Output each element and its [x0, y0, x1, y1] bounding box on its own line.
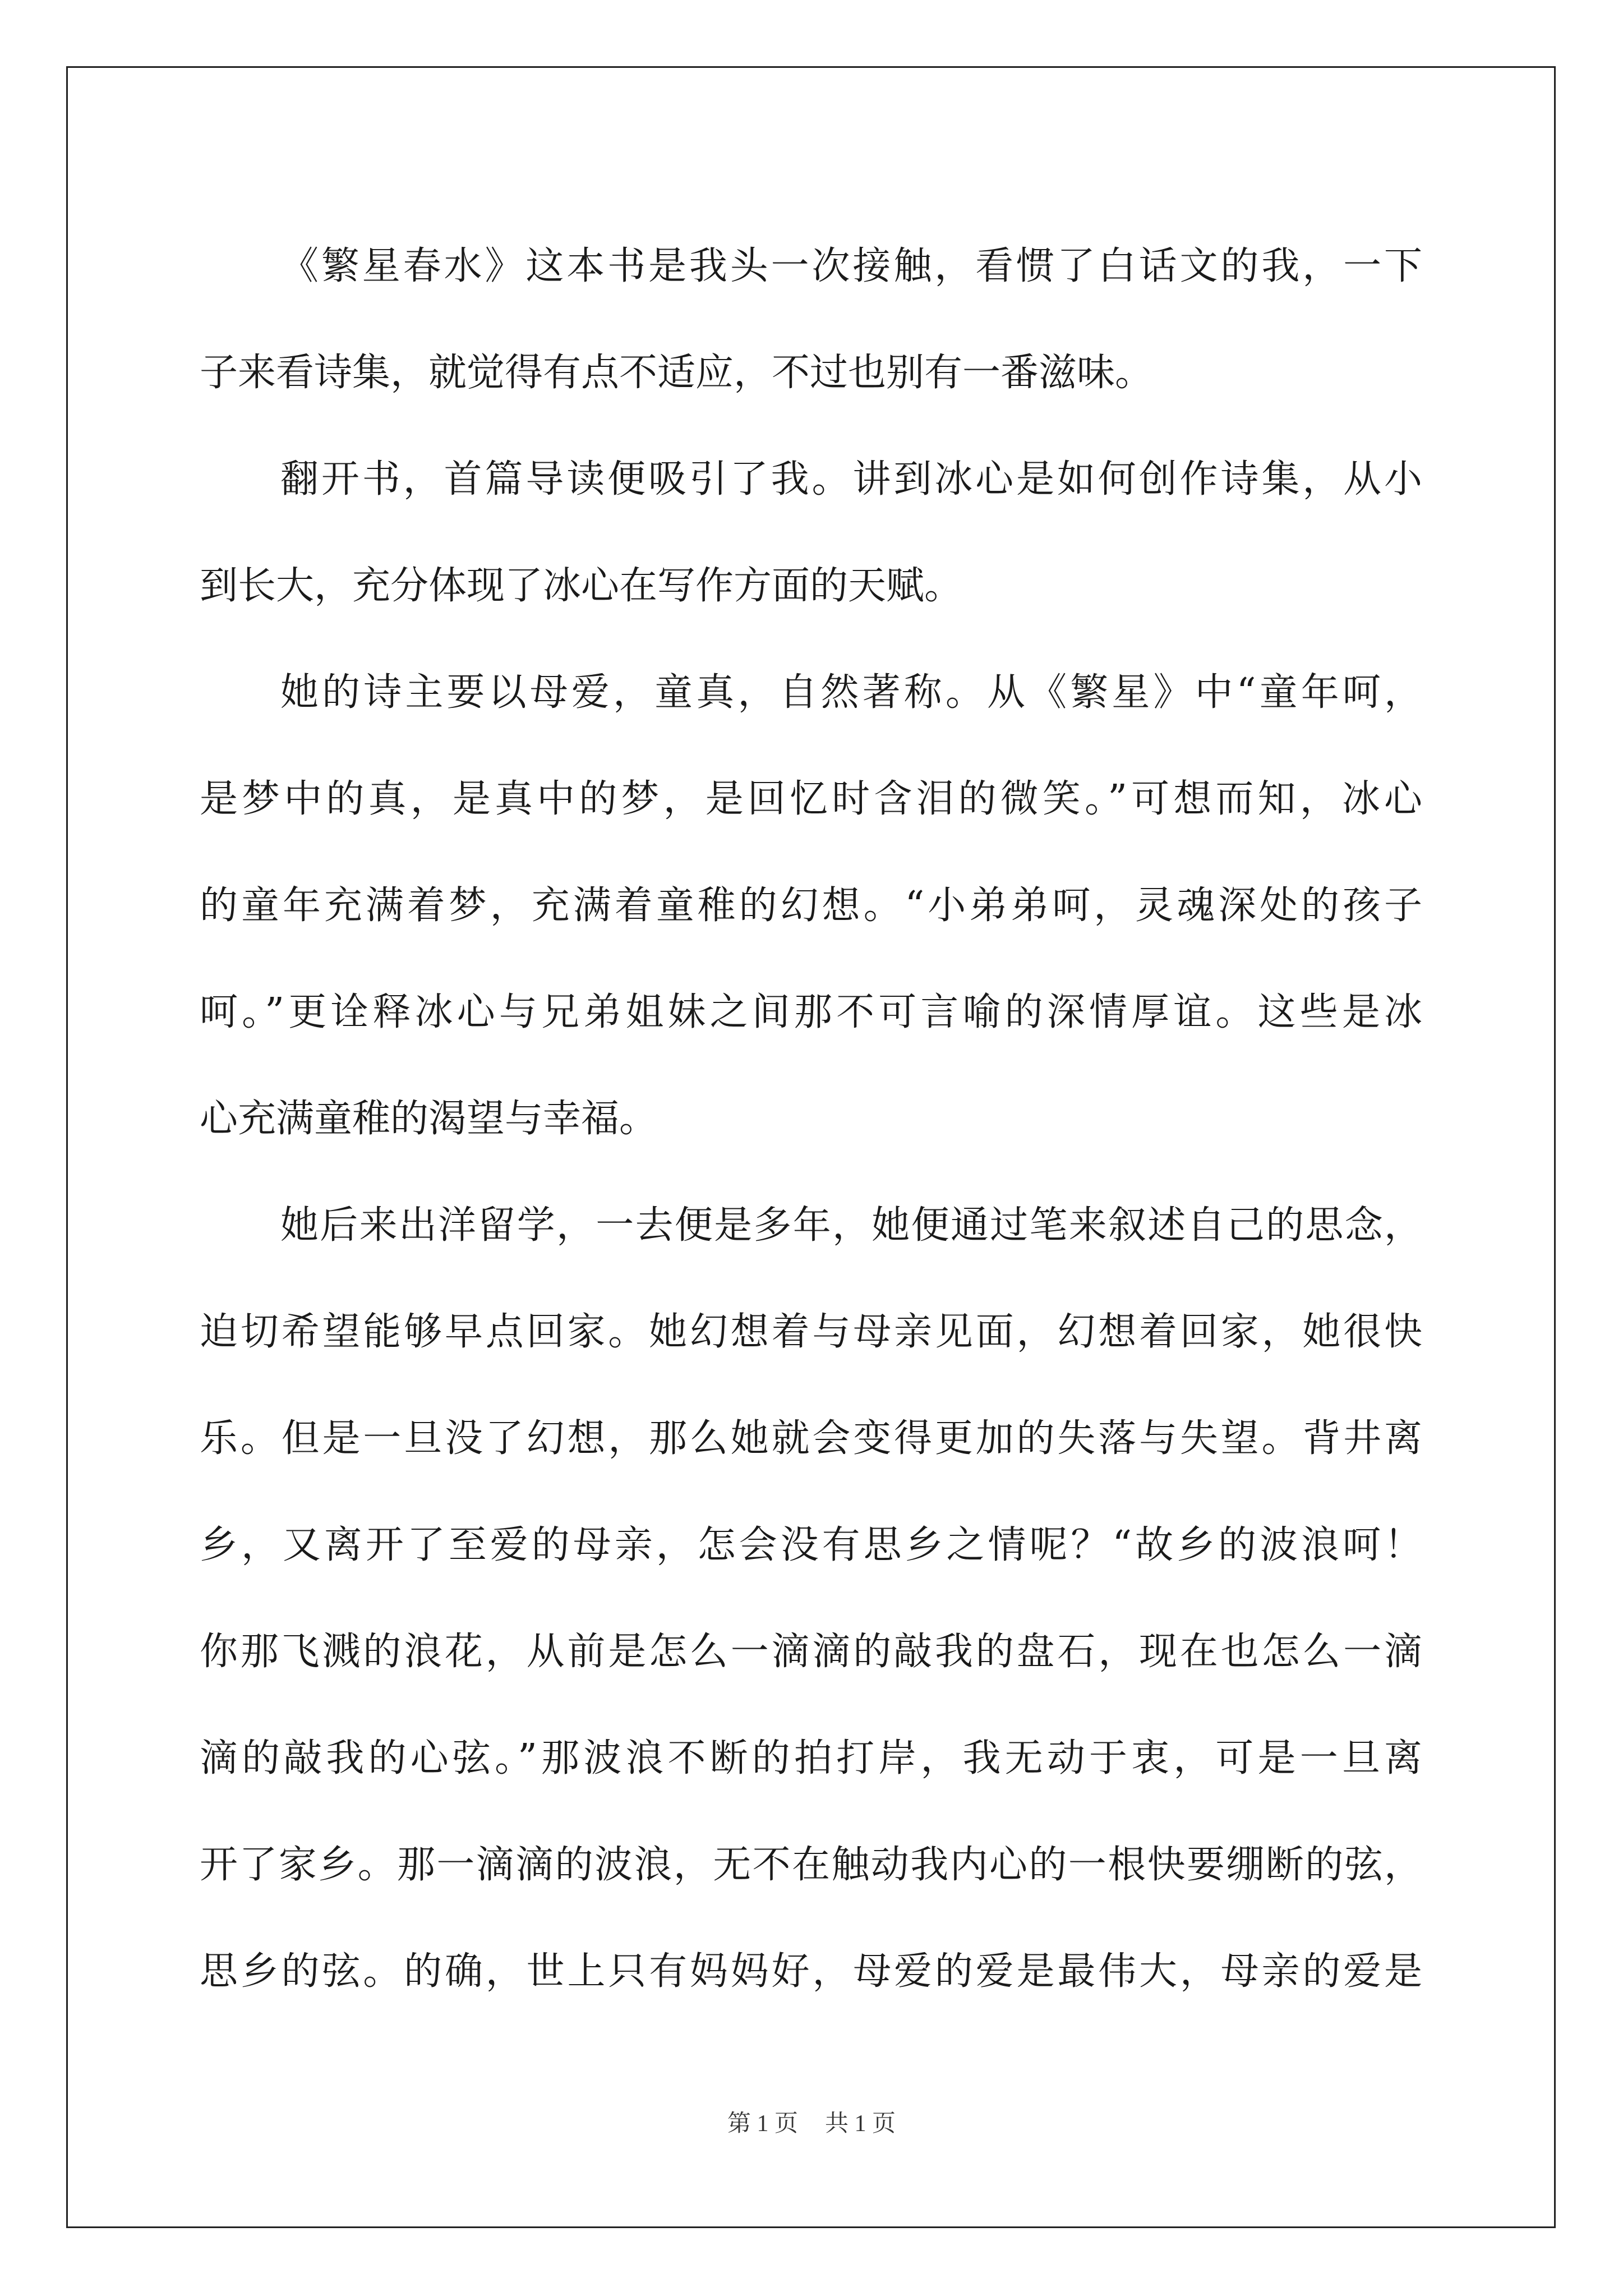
text-line: 子来看诗集，就觉得有点不适应，不过也别有一番滋味。 — [200, 351, 1154, 395]
page-number: 第 1 页 — [727, 2111, 798, 2137]
text-line: 《繁星春水》这本书是我头一次接触，看惯了白话文的我，一下 — [280, 244, 1422, 288]
text-line: 她后来出洋留学，一去便是多年，她便通过笔来叙述自己的思念， — [280, 1203, 1422, 1248]
text-line: 心充满童稚的渴望与幸福。 — [200, 1097, 658, 1141]
text-line: 是梦中的真，是真中的梦，是回忆时含泪的微笑。”可想而知，冰心 — [200, 777, 1422, 821]
text-line: 迫切希望能够早点回家。她幻想着与母亲见面，幻想着回家，她很快 — [200, 1310, 1422, 1354]
text-line: 乐。但是一旦没了幻想，那么她就会变得更加的失落与失望。背井离 — [200, 1416, 1422, 1461]
text-line: 呵。”更诠释冰心与兄弟姐妹之间那不可言喻的深情厚谊。这些是冰 — [200, 990, 1422, 1034]
text-line: 翻开书，首篇导读便吸引了我。讲到冰心是如何创作诗集，从小 — [280, 457, 1422, 501]
text-line: 开了家乡。那一滴滴的波浪，无不在触动我内心的一根快要绷断的弦， — [200, 1843, 1422, 1887]
page-footer — [0, 2105, 1623, 2138]
text-line: 你那飞溅的浪花，从前是怎么一滴滴的敲我的盘石，现在也怎么一滴 — [200, 1630, 1422, 1674]
text-line: 乡，又离开了至爱的母亲，怎会没有思乡之情呢？“故乡的波浪呵！ — [200, 1523, 1422, 1567]
text-line: 思乡的弦。的确，世上只有妈妈好，母爱的爱是最伟大，母亲的爱是 — [200, 1949, 1422, 1994]
text-line: 到长大，充分体现了冰心在写作方面的天赋。 — [200, 564, 963, 608]
document-body — [200, 213, 1422, 2025]
text-line: 的童年充满着梦，充满着童稚的幻想。“小弟弟呵，灵魂深处的孩子 — [200, 884, 1422, 928]
text-line: 滴的敲我的心弦。”那波浪不断的拍打岸，我无动于衷，可是一旦离 — [200, 1736, 1422, 1780]
text-line: 她的诗主要以母爱，童真，自然著称。从《繁星》中“童年呵， — [280, 670, 1423, 715]
page-count: 共 1 页 — [825, 2111, 896, 2137]
